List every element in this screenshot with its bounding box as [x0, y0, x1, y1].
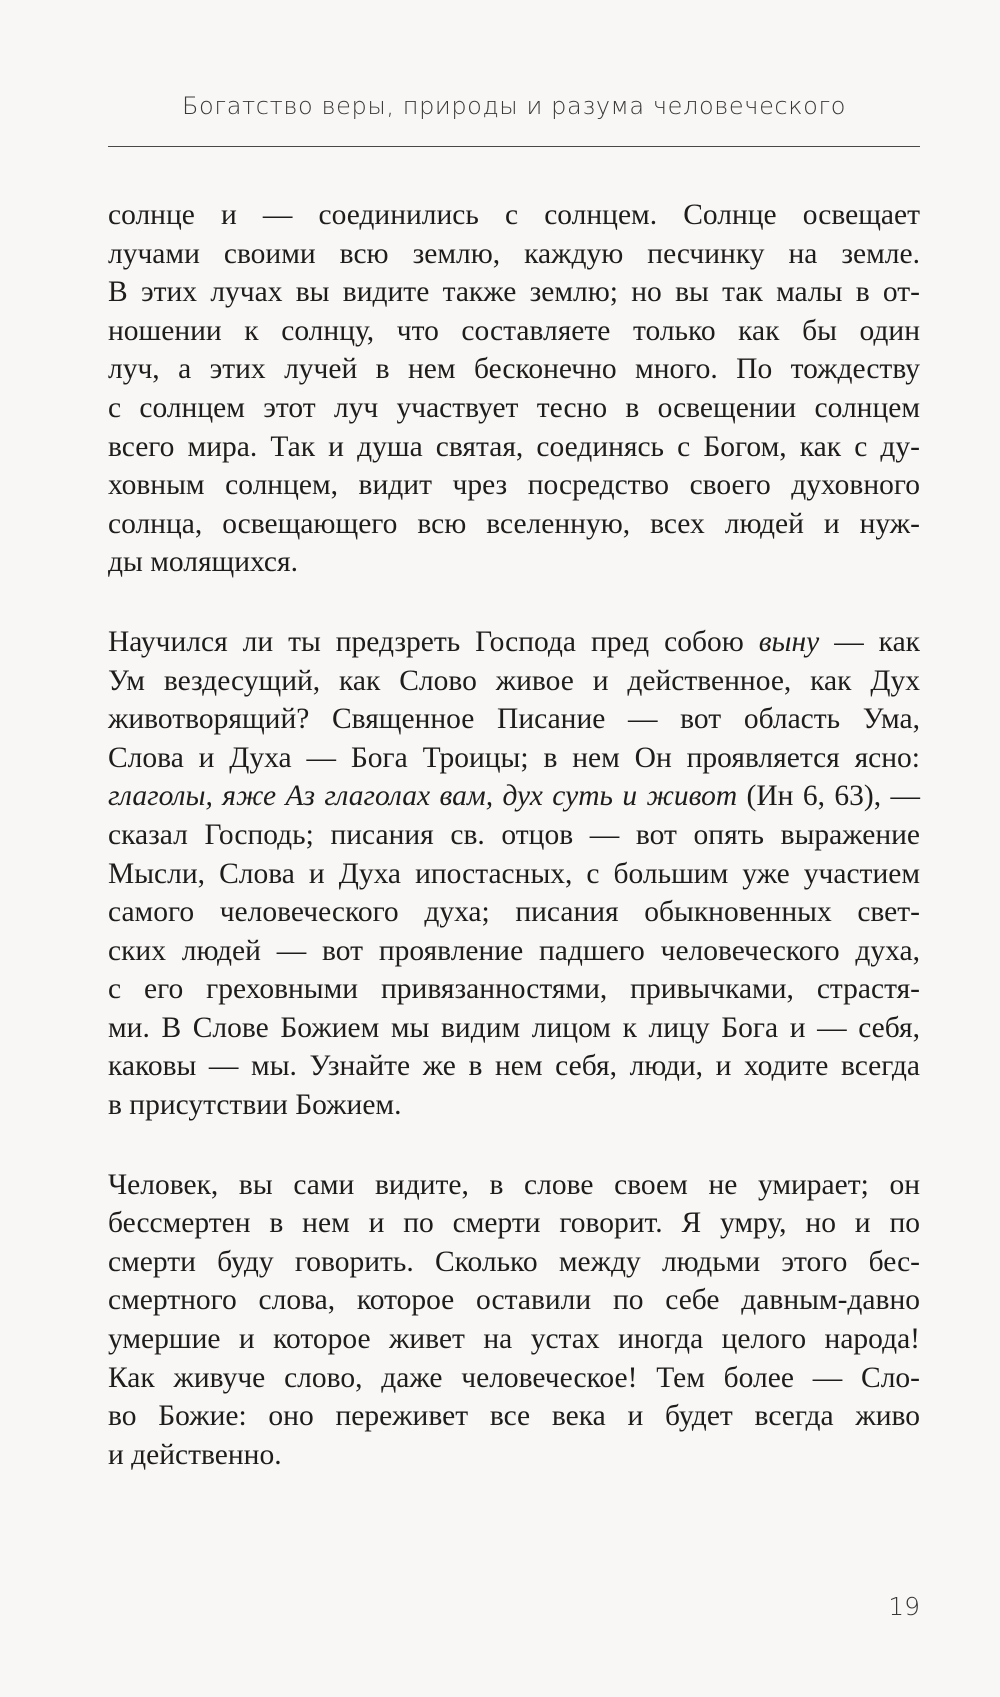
text-line	[108, 235, 920, 274]
body-text	[108, 196, 920, 1474]
text-run: ношении к солнцу, что составляете только как бы один	[108, 314, 920, 347]
text-line	[108, 1204, 920, 1243]
text-line	[108, 970, 920, 1009]
text-line	[108, 1009, 920, 1048]
text-run: Ум вездесущий, как Слово живое и действенное, как Дух	[108, 664, 920, 697]
text-run: Как живуче слово, даже человеческое! Тем более — Сло-	[108, 1361, 920, 1394]
text-run: лучами своими всю землю, каждую песчинку на земле.	[108, 237, 920, 270]
text-run: солнце и — соединились с солнцем. Солнце освещает	[108, 199, 920, 231]
text-run: всего мира. Так и душа святая, соединясь с Богом, как с ду-	[108, 430, 920, 463]
text-run: ховным солнцем, видит чрез посредство своего духовного	[108, 469, 920, 502]
text-line	[108, 816, 920, 855]
text-line	[108, 1166, 920, 1205]
text-line	[108, 389, 920, 428]
paragraph-gap	[108, 1125, 920, 1166]
text-line	[108, 855, 920, 894]
text-run: бессмертен в нем и по смерти говорит. Я умру, но и по	[108, 1207, 920, 1240]
paragraph	[108, 1166, 920, 1475]
text-line	[108, 1281, 920, 1320]
text-line	[108, 777, 920, 816]
text-line	[108, 700, 920, 739]
text-line	[108, 1359, 920, 1398]
paragraph	[108, 623, 920, 1125]
text-run: в присутствии Божием.	[108, 1089, 402, 1122]
text-run: Мысли, Слова и Духа ипостасных, с большим уже участием	[108, 857, 920, 890]
text-run: животворящий? Священное Писание — вот область Ума,	[108, 703, 920, 736]
text-line	[108, 466, 920, 505]
italic-text: выну	[758, 625, 820, 658]
text-run: ских людей — вот проявление падшего человеческого духа,	[108, 934, 920, 967]
text-line	[108, 1397, 920, 1436]
text-line	[108, 932, 920, 971]
text-run: смерти буду говорить. Сколько между людьми этого бес-	[108, 1245, 920, 1278]
text-run: ды молящихся.	[108, 546, 298, 579]
text-run: сказал Господь; писания св. отцов — вот опять выражение	[108, 818, 920, 851]
text-line	[108, 1243, 920, 1282]
text-line	[108, 662, 920, 701]
text-run: с солнцем этот луч участвует тесно в освещении солнцем	[108, 391, 920, 424]
text-run: солнца, освещающего всю вселенную, всех людей и нуж-	[108, 507, 920, 540]
text-run: (Ин 6, 63), —	[737, 780, 920, 813]
paragraph	[108, 196, 920, 582]
text-run: ми. В Слове Божием мы видим лицом к лицу Бога и — себя,	[108, 1011, 920, 1044]
italic-text: глаголы, яже Аз глаголах вам, дух суть и живот	[108, 780, 738, 813]
text-line	[108, 893, 920, 932]
text-run: умершие и которое живет на устах иногда целого народа!	[108, 1323, 920, 1356]
text-line	[108, 623, 920, 662]
text-run: Научился ли ты предзреть Господа пред собою	[108, 625, 759, 658]
text-line	[108, 196, 920, 235]
text-run: каковы — мы. Узнайте же в нем себя, люди, и ходите всегда	[108, 1050, 920, 1083]
text-line	[108, 1320, 920, 1359]
header-rule	[108, 146, 920, 147]
text-line	[108, 739, 920, 778]
text-line	[108, 543, 920, 582]
text-line	[108, 273, 920, 312]
text-run: самого человеческого духа; писания обыкновенных свет-	[108, 896, 920, 929]
paragraph-gap	[108, 582, 920, 623]
text-run: луч, а этих лучей в нем бесконечно много. По тождеству	[108, 353, 920, 386]
text-line	[108, 505, 920, 544]
text-run: смертного слова, которое оставили по себе давным-давно	[108, 1284, 920, 1317]
text-run: Человек, вы сами видите, в слове своем не умирает; он	[108, 1168, 920, 1201]
text-line	[108, 1436, 920, 1475]
text-line	[108, 312, 920, 351]
text-run: — как	[819, 625, 920, 658]
text-run: с его греховными привязанностями, привычками, страстя-	[108, 973, 920, 1006]
text-run: Слова и Духа — Бога Троицы; в нем Он проявляется ясно:	[108, 741, 920, 774]
text-line	[108, 1086, 920, 1125]
text-line	[108, 428, 920, 467]
text-line	[108, 350, 920, 389]
text-run: во Божие: оно переживет все века и будет всегда живо	[108, 1400, 920, 1433]
text-run: В этих лучах вы видите также землю; но вы так малы в от-	[108, 276, 920, 309]
text-run: и действенно.	[108, 1438, 282, 1471]
page-number: 19	[888, 1592, 920, 1621]
running-head: Богатство веры, природы и разума человеческого	[181, 92, 847, 120]
text-line	[108, 1047, 920, 1086]
